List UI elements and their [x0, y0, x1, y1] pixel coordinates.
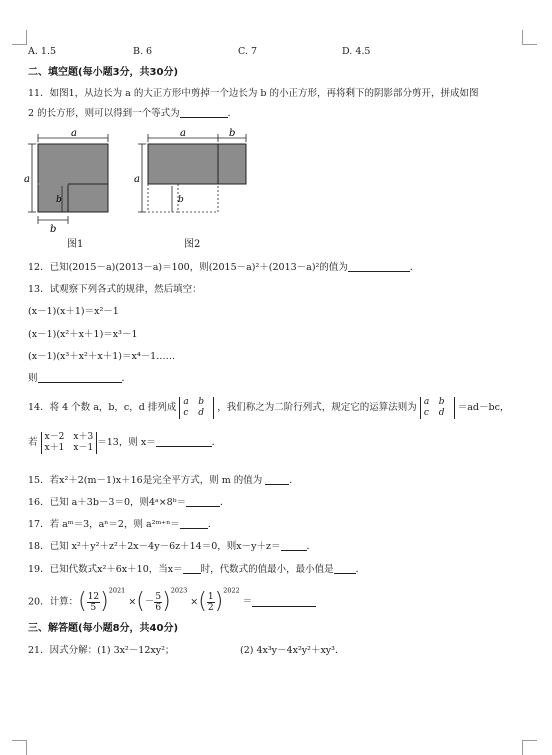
q14-prefix: 14．将 4 个数 a，b，c，d 排列成 [28, 402, 177, 413]
option-d: D. 4.5 [342, 46, 371, 57]
det-b: b [198, 396, 205, 407]
q15-text: 15．若x²＋2(m－1)x＋16是完全平方式，则 m 的值为 [28, 475, 263, 486]
fig2-label-b-vert: b [178, 195, 184, 205]
q19-part1: 19．已知代数式x²＋6x＋10，当x＝ [28, 564, 183, 575]
fig1-label-b-bottom: b [50, 224, 57, 235]
q20-exp2: 2023 [170, 586, 188, 595]
q20-answer-blank[interactable] [252, 596, 316, 607]
q11-line2-text: 2 的长方形，则可以得到一个等式为 [28, 108, 180, 119]
q19-part2: 时，代数式的值最小，最小值是 [200, 564, 334, 575]
frac1-num: 12 [87, 591, 100, 602]
det-m22: x－1 [73, 442, 94, 453]
q14-line2: 若 x－2 x＋3 x＋1 x－1 ＝13，则 x＝ ． [28, 431, 222, 453]
fig2-label-b-top: b [229, 128, 236, 139]
q13-eq3: (x－1)(x³＋x²＋x＋1)＝x⁴－1…… [28, 351, 176, 362]
q12-text: 12．已知(2015－a)(2013－a)＝100，则(2015－a)²＋(2013－a)²的值为 [28, 262, 348, 273]
crop-mark-top-left [12, 30, 27, 45]
rule-det-d: d [438, 407, 445, 418]
q20-frac3 [207, 592, 215, 613]
q17-answer-blank[interactable] [180, 518, 208, 529]
fig1-label-a-top: a [71, 128, 77, 139]
q21-part1: 21．因式分解：(1) 3x²－12xy²； [28, 645, 175, 656]
det-d: d [198, 407, 205, 418]
frac2-num: 5 [155, 591, 162, 602]
q13-eq2: (x－1)(x²＋x＋1)＝x³－1 [28, 329, 138, 340]
det-m11: x－2 [44, 431, 65, 442]
q16-line: 16．已知 a＋3b－3＝0，则4ᵃ×8ᵇ＝ ． [28, 497, 230, 508]
q20-frac2 [154, 592, 162, 613]
q14-det-abcd [179, 397, 214, 419]
fig1-label-a-left: a [24, 174, 30, 185]
section-3-title: 三、解答题(每小题8分，共40分) [28, 623, 179, 634]
det-m12: x＋3 [73, 431, 94, 442]
q20-prefix: 20．计算： [28, 596, 79, 608]
q11-line1: 11．如图1，从边长为 a 的大正方形中剪掉一个边长为 b 的小正方形，再将剩下的阴影部分剪开，拼成如图 [28, 88, 479, 99]
det-a: a [183, 396, 189, 407]
frac3-num: 1 [207, 591, 214, 602]
q17-text: 17．若 aᵐ＝3，aⁿ＝2，则 a²ᵐ⁺ⁿ＝ [28, 519, 180, 530]
q19-blank-x[interactable] [183, 563, 201, 574]
q20-equals: ＝ [242, 596, 253, 608]
rule-det-b: b [438, 396, 445, 407]
q20-line: 20．计算：( $\frac{12}{5}$ )$^{2021}$ ×(－ $\frac{5}{6}$ )$^{2023}$ ×( $\frac{1}{2}$ )$^{2022}$ ＝ [28, 588, 316, 617]
crop-mark-top-right [522, 30, 537, 45]
q19-line: 19．已知代数式x²＋6x＋10，当x＝ 时，代数式的值最小，最小值是 ． [28, 564, 366, 575]
q18-line: 18．已知 x²＋y²＋z²＋2x－4y－6z＋14＝0，则x－y＋z＝ ． [28, 541, 317, 552]
fig1-label-b-vert: b [56, 195, 62, 205]
q14-det-x [41, 432, 98, 454]
q20-minus: － [144, 596, 155, 608]
q20-frac1 [87, 592, 100, 613]
q13-answer-blank[interactable] [38, 372, 122, 383]
q13-then-text: 则 [28, 373, 38, 384]
option-c: C. 7 [238, 46, 258, 57]
q20-times1: × [128, 596, 137, 608]
frac2-den: 6 [155, 602, 162, 613]
figure-2 [134, 128, 246, 212]
q14-if: 若 [28, 437, 38, 448]
fig2-caption: 图2 [184, 239, 201, 250]
q15-answer-blank[interactable] [265, 474, 289, 485]
q13-eq1: (x－1)(x＋1)＝x²－1 [28, 306, 119, 317]
q14-rule: ＝ad－bc， [457, 402, 510, 413]
q12-answer-blank[interactable] [348, 261, 410, 272]
crop-mark-bottom-left [12, 740, 27, 755]
q18-text: 18．已知 x²＋y²＋z²＋2x－4y－6z＋14＝0，则x－y＋z＝ [28, 541, 281, 552]
q13-then: 则 ． [28, 373, 132, 384]
figure-1 [24, 128, 108, 235]
fig2-label-a-top: a [180, 128, 186, 139]
det-m21: x＋1 [44, 442, 65, 453]
q15-line: 15．若x²＋2(m－1)x＋16是完全平方式，则 m 的值为 ． [28, 475, 299, 486]
q16-text: 16．已知 a＋3b－3＝0，则4ᵃ×8ᵇ＝ [28, 497, 186, 508]
rule-det-c: c [423, 407, 429, 418]
q11-figures [22, 128, 262, 250]
crop-mark-bottom-right [522, 740, 537, 755]
q14-middle: ，我们称之为二阶行列式，规定它的运算法则为 [217, 402, 417, 413]
q14-det-rule [420, 397, 455, 419]
q20-exp3: 2022 [223, 586, 240, 595]
fig1-caption: 图1 [67, 239, 84, 250]
q18-answer-blank[interactable] [281, 540, 307, 551]
section-2-title: 二、填空题(每小题3分，共30分) [28, 67, 179, 78]
q14-line1 [28, 395, 509, 421]
q20-exp1: 2021 [108, 586, 126, 595]
q11-line2: 2 的长方形，则可以得到一个等式为 ． [28, 108, 238, 119]
det-c: c [183, 407, 189, 418]
option-b: B. 6 [133, 46, 153, 57]
q14-answer-blank[interactable] [156, 436, 212, 447]
frac1-den: 5 [90, 602, 97, 613]
q11-answer-blank[interactable] [180, 107, 228, 118]
q14-result: ＝13，则 x＝ [97, 437, 156, 448]
q17-line: 17．若 aᵐ＝3，aⁿ＝2，则 a²ᵐ⁺ⁿ＝ ． [28, 519, 218, 530]
q12-line: 12．已知(2015－a)(2013－a)＝100，则(2015－a)²＋(2013－a)²的值为 ． [28, 262, 420, 273]
q19-blank-min[interactable] [334, 563, 356, 574]
q13-intro: 13．试观察下列各式的规律，然后填空： [28, 284, 202, 295]
q16-answer-blank[interactable] [186, 496, 220, 507]
rule-det-a: a [423, 396, 430, 407]
frac3-den: 2 [207, 602, 214, 613]
option-a: A. 1.5 [28, 46, 57, 57]
q21-part2: (2) 4x³y－4x²y²＋xy³． [240, 645, 345, 656]
q20-times2: × [190, 596, 199, 608]
fig2-label-a-left: a [134, 174, 140, 185]
